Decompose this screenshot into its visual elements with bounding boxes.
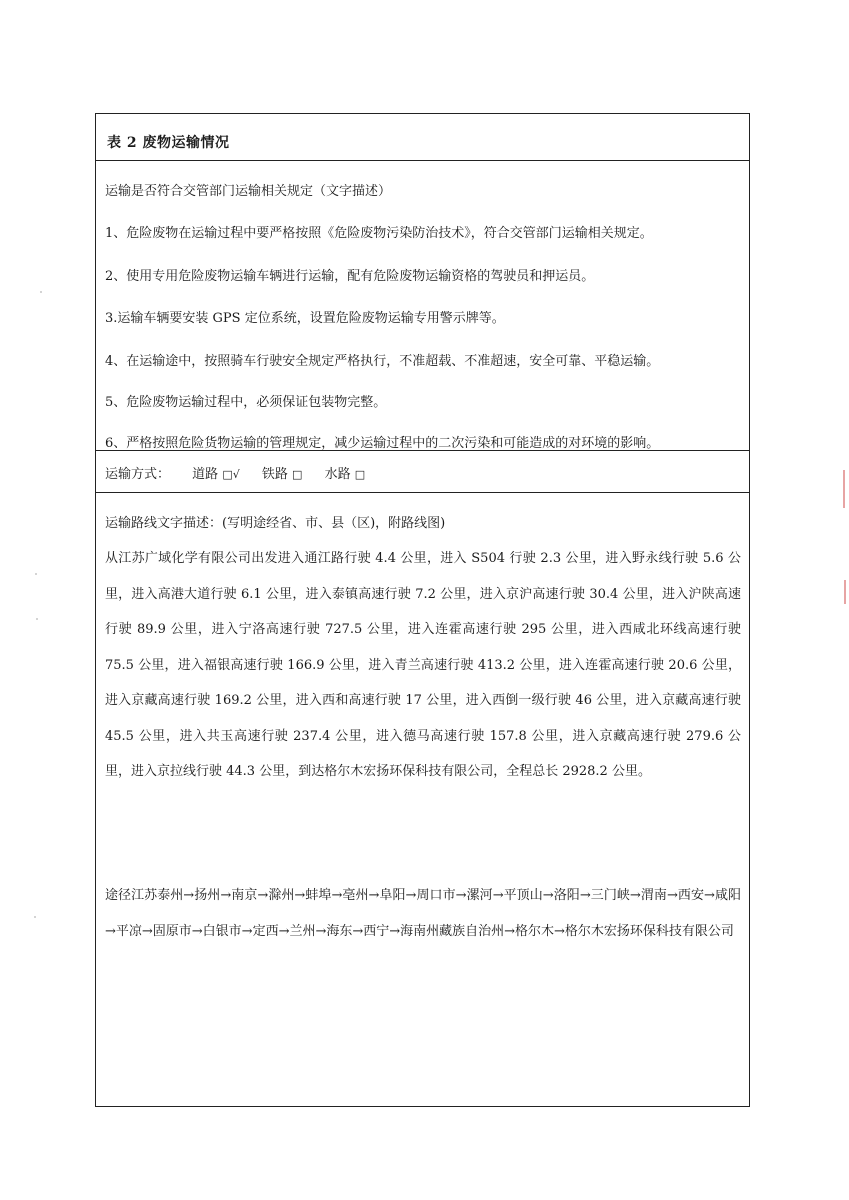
water-checkbox: □ bbox=[354, 468, 366, 481]
table-title-row bbox=[96, 114, 749, 160]
compliance-item: 1、危险废物在运输过程中要严格按照《危险废物污染防治技术》，符合交管部门运输相关规定。 bbox=[105, 226, 653, 241]
compliance-item: 5、危险废物运输过程中，必须保证包装物完整。 bbox=[105, 395, 387, 410]
table-title: 表 2 废物运输情况 bbox=[107, 135, 230, 151]
water-label: 水路 bbox=[324, 467, 351, 482]
compliance-item: 2、使用专用危险废物运输车辆进行运输，配有危险废物运输资格的驾驶员和押运员。 bbox=[105, 269, 595, 284]
scan-margin-mark bbox=[844, 580, 846, 604]
scan-speck bbox=[35, 573, 37, 575]
scan-margin-mark bbox=[843, 470, 845, 508]
route-waypoints: 途径江苏泰州→扬州→南京→滁州→蚌埠→亳州→阜阳→周口市→漯河→平顶山→洛阳→三门峡→渭南→西安→咸阳→平凉→固原市→白银市→定西→兰州→海东→西宁→海南州藏族自治州→格尔木→格尔木宏扬环保科技有限公司 bbox=[105, 888, 741, 939]
transport-option-road bbox=[192, 463, 240, 482]
transport-option-rail bbox=[262, 463, 303, 482]
waste-transport-table bbox=[95, 113, 750, 1107]
compliance-heading: 运输是否符合交管部门运输相关规定（文字描述） bbox=[105, 184, 392, 199]
road-checkbox: □√ bbox=[222, 468, 240, 481]
transport-option-water bbox=[325, 463, 366, 482]
rail-checkbox: □ bbox=[292, 468, 303, 481]
route-description: 从江苏广域化学有限公司出发进入通江路行驶 4.4 公里，进入 S504 行驶 2.3 公里，进入野永线行驶 5.6 公里，进入高港大道行驶 6.1 公里，进入泰镇高速行驶 7.2 公里，进入京沪高速行驶 30.4 公里，进入沪陕高速行驶 89.9 公里，进入宁洛高速行驶 727.5 公里，进入连霍高速行驶 295 公里，进入西咸北环线高速行驶 75.5 公里，进入福银高速行驶 166.9 公里，进入青兰高速行驶 413.2 公里，进入连霍高速行驶 20.6 公里，进入京藏高速行驶 169.2 公里，进入西和高速行驶 17 公里，进入西倒一级行驶 46 公里，进入京藏高速行驶 45.5 公里，进入共玉高速行驶 237.4 公里，进入德马高速行驶 157.8 公里，进入京藏高速行驶 279.6 公里，进入京拉线行驶 44.3 公里，到达格尔木宏扬环保科技有限公司，全程总长 2928.2 公里。 bbox=[105, 551, 741, 779]
compliance-section bbox=[96, 160, 749, 450]
scan-speck bbox=[40, 291, 42, 293]
transport-mode-line bbox=[105, 463, 743, 482]
scan-speck bbox=[36, 618, 38, 620]
compliance-item: 6、严格按照危险货物运输的管理规定，减少运输过程中的二次污染和可能造成的对环境的影响。 bbox=[105, 436, 660, 451]
transport-mode-label: 运输方式： bbox=[105, 467, 171, 482]
transport-mode-row bbox=[96, 450, 749, 492]
compliance-item: 4、在运输途中，按照骑车行驶安全规定严格执行，不准超载、不准超速，安全可靠、平稳运输。 bbox=[105, 354, 660, 369]
scan-speck bbox=[34, 916, 36, 918]
rail-label: 铁路 bbox=[261, 467, 288, 482]
compliance-item: 3.运输车辆要安装 GPS 定位系统，设置危险废物运输专用警示牌等。 bbox=[105, 311, 505, 326]
route-heading: 运输路线文字描述：(写明途经省、市、县（区)，附路线图) bbox=[105, 516, 446, 531]
road-label: 道路 bbox=[192, 467, 219, 482]
route-section bbox=[96, 492, 749, 1106]
